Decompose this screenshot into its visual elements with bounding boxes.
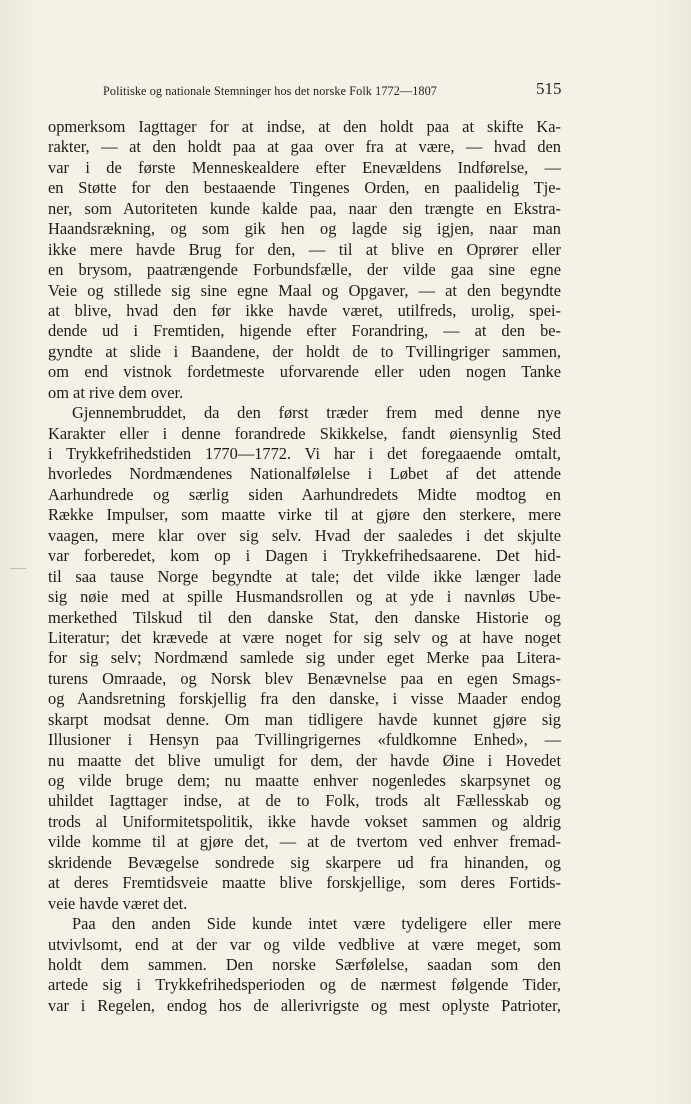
text-line: en brysom, paatrængende Forbundsfælle, der vilde gaa sine egne: [48, 260, 561, 280]
text-line: at blive, hvad den før ikke havde været, utilfreds, urolig, spei-: [48, 300, 561, 320]
text-line: veie havde været det.: [48, 893, 188, 913]
text-line: en Støtte for den bestaaende Tingenes Orden, en paalidelig Tje-: [48, 178, 561, 198]
text-line: Aarhundrede og særlig siden Aarhundredets Midte modtog en: [48, 484, 561, 504]
body-text: [48, 117, 561, 1016]
text-line: om at rive dem over.: [48, 382, 184, 402]
text-line: og vilde bruge dem; nu maatte enhver nogenledes skarpsynet og: [48, 771, 561, 790]
text-line: var i Regelen, endog hos de allerivrigste og mest oplyste Patrioter,: [48, 995, 561, 1015]
text-line: sig nøie med at spille Husmandsrollen og at yde i navnløs Ube-: [48, 587, 561, 607]
text-line: artede sig i Trykkefrihedsperioden og de nærmest følgende Tider,: [48, 975, 561, 995]
text-line: uhildet Iagttager indse, at de to Folk, trods alt Fællesskab og: [48, 791, 561, 811]
text-line: vaagen, mere klar over sig selv. Hvad der saaledes i det skjulte: [48, 525, 561, 545]
text-line: ner, som Autoriteten kunde kalde paa, naar den trængte en Ekstra-: [48, 198, 561, 218]
text-line: og Aandsretning forskjellig fra den danske, i visse Maader endog: [48, 689, 561, 709]
text-line: til saa tause Norge begyndte at tale; det vilde ikke længer lade: [48, 566, 561, 586]
text-line: at deres Fremtidsveie maatte blive forskjellige, som deres Fortids-: [48, 873, 561, 893]
text-line: Illusioner i Hensyn paa Tvillingrigernes «fuldkomne Enhed», —: [48, 730, 561, 750]
text-line: nu maatte det blive umuligt for dem, der havde Øine i Hovedet: [48, 750, 561, 770]
text-line: hvorledes Nordmændenes Nationalfølelse i Løbet af det attende: [48, 464, 561, 484]
text-line: om end vistnok fordetmeste uforvarende eller uden nogen Tanke: [48, 362, 561, 382]
text-line: turens Omraade, og Norsk blev Benævnelse paa en egen Smags-: [48, 668, 561, 688]
text-line: var i de første Menneskealdere efter Enevældens Indførelse, —: [48, 157, 561, 177]
text-line: Literatur; det krævede at være noget for sig selv og at have noget: [48, 627, 561, 647]
text-line: i Trykkefrihedstiden 1770—1772. Vi har i det foregaaende omtalt,: [48, 444, 561, 463]
text-line: utvivlsomt, end at der var og vilde vedblive at være meget, som: [48, 934, 561, 954]
page-number: 515: [536, 79, 562, 98]
text-line: Haandsrækning, og som gik hen og lagde sig igjen, naar man: [48, 219, 561, 239]
text-line: vilde komme til at gjøre det, — at de tvertom ved enhver fremad-: [48, 832, 561, 852]
running-title: Politiske og nationale Stemninger hos det norske Folk 1772—1807: [103, 84, 437, 98]
text-line: ikke mere havde Brug for den, — til at blive en Oprører eller: [48, 239, 561, 259]
text-line: var forberedet, kom op i Dagen i Trykkefrihedsaarene. Det hid-: [48, 546, 561, 566]
text-line: merkethed Tilskud til den danske Stat, den danske Historie og: [48, 607, 561, 627]
text-line: holdt dem sammen. Den norske Særfølelse, saadan som den: [48, 954, 561, 974]
text-line: opmerksom Iagttager for at indse, at den holdt paa at skifte Ka-: [48, 117, 561, 136]
text-line: for sig selv; Nordmænd samlede sig under eget Merke paa Litera-: [48, 648, 561, 668]
text-line: Veie og stillede sig sine egne Maal og Opgaver, — at den begyndte: [48, 280, 561, 300]
text-line: skridende Bevægelse sondrede sig skarpere ud fra hinanden, og: [48, 852, 561, 872]
text-line: trods al Uniformitetspolitik, ikke havde vokset sammen og aldrig: [48, 811, 561, 831]
text-line: Gjennembruddet, da den først træder frem med denne nye: [72, 403, 561, 423]
text-line: skarpt modsat denne. Om man tidligere havde kunnet gjøre sig: [48, 709, 561, 729]
text-line: Række Impulser, som maatte virke til at gjøre den sterkere, mere: [48, 505, 561, 525]
text-line: Karakter eller i denne forandrede Skikkelse, fandt øiensynlig Sted: [48, 423, 561, 443]
margin-pencil-mark: [10, 568, 26, 569]
text-line: dende ud i Fremtiden, higende efter Forandring, — at den be-: [48, 321, 561, 341]
text-line: gyndte at slide i Baandene, der holdt de to Tvillingriger sammen,: [48, 341, 561, 361]
text-line: Paa den anden Side kunde intet være tydeligere eller mere: [72, 914, 561, 934]
text-line: rakter, — at den holdt paa at gaa over fra at være, — hvad den: [48, 137, 561, 157]
